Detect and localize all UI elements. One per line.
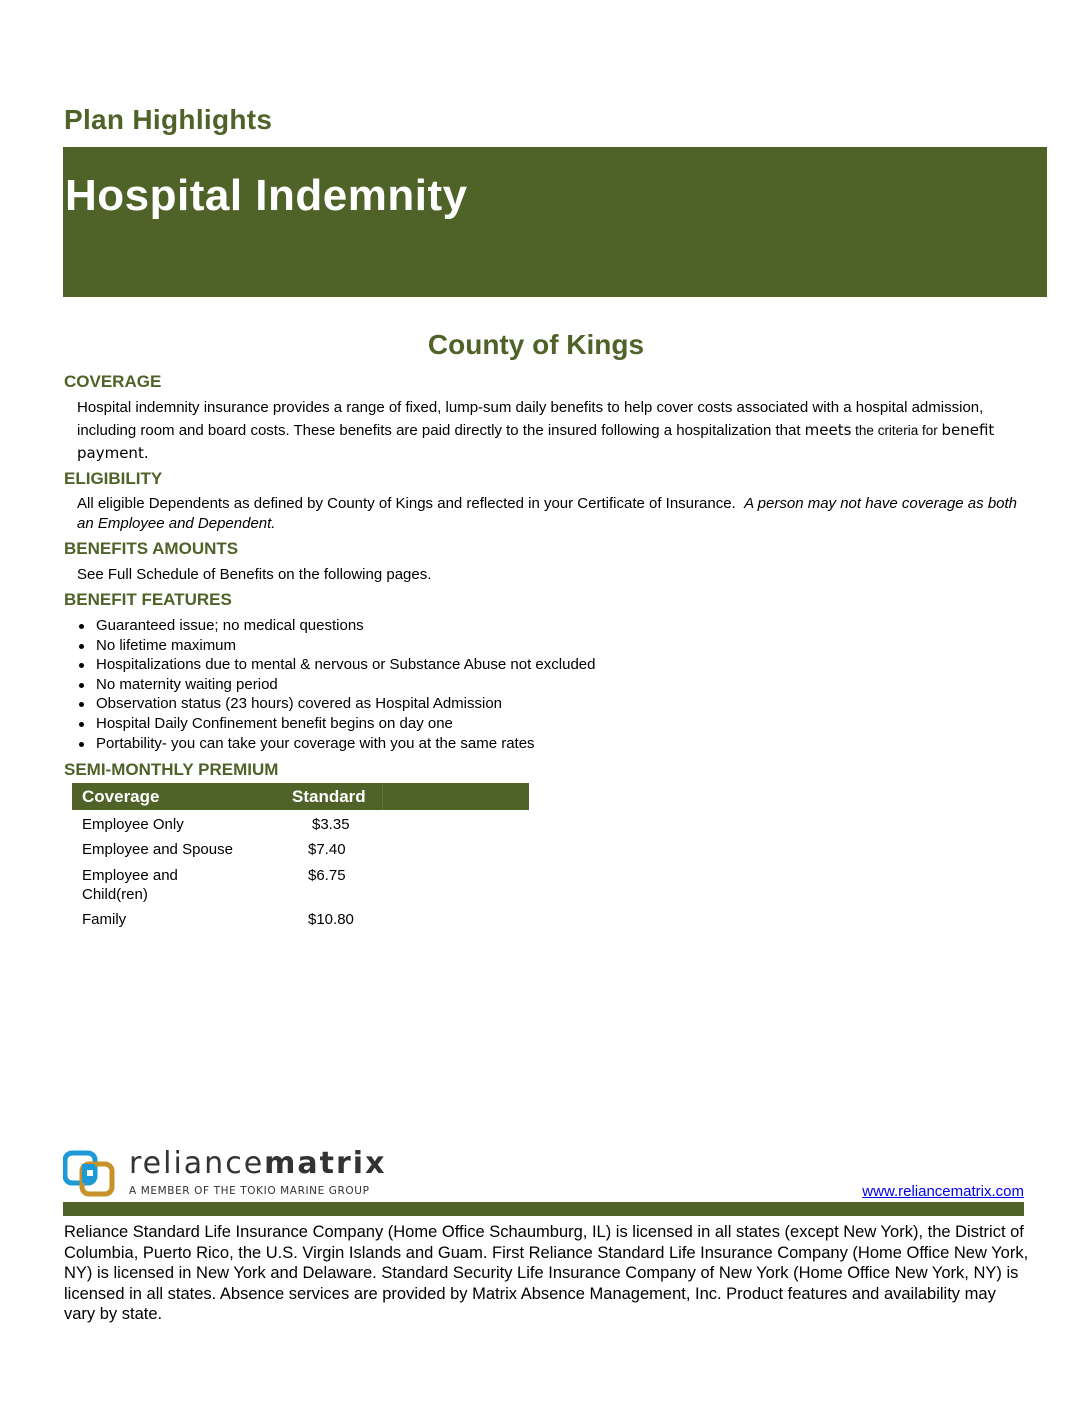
benefit-features-heading: BENEFIT FEATURES <box>64 590 232 609</box>
county-name: County of Kings <box>427 329 645 360</box>
website-link[interactable]: www.reliancematrix.com <box>862 1183 1024 1200</box>
eligibility-italic-text: A person may not have coverage as both an Employee and Dependent. <box>77 495 1018 532</box>
eligibility-heading: ELIGIBILITY <box>64 469 163 488</box>
premium-coverage-cell: Family <box>82 911 127 928</box>
logo-word-reliance: reliance <box>129 1146 265 1181</box>
benefits-amounts-heading: BENEFITS AMOUNTS <box>64 539 239 558</box>
premium-heading: SEMI-MONTHLY PREMIUM <box>64 760 279 779</box>
page-title: Hospital Indemnity <box>65 171 468 220</box>
eligibility-text <box>77 494 1032 533</box>
coverage-text-meets: meets <box>804 421 852 439</box>
premium-coverage-cell: Employee and Spouse <box>82 841 233 858</box>
column-header-coverage: Coverage <box>82 787 160 806</box>
coverage-text <box>77 397 1017 465</box>
premium-coverage-cell: Employee and Child(ren) <box>82 867 178 903</box>
legal-disclaimer: Reliance Standard Life Insurance Company (Home Office Schaumburg, IL) is licensed in all states (except New York), the District of Columbia, Puerto Rico, the U.S. Virgin Islands and Guam. First Reliance Standard Life Insurance Company (Home Office New York, NY) is licensed in New York and Delaware. Standard Security Life Insurance Company of New York (Home Office New York, NY) is licensed in all states. Absence services are provided by Matrix Absence Management, Inc. Product features and availability may vary by state. <box>64 1223 1029 1323</box>
list-item: Hospital Daily Confinement benefit begins on day one <box>77 714 595 734</box>
benefit-features-list <box>77 616 595 753</box>
logo-mark-icon <box>63 1150 119 1200</box>
header-divider <box>382 783 383 810</box>
logo-tagline: A MEMBER OF THE TOKIO MARINE GROUP <box>129 1185 370 1197</box>
premium-standard-cell: $3.35 <box>312 816 350 833</box>
benefits-amounts-text: See Full Schedule of Benefits on the following pages. <box>77 566 432 583</box>
title-banner <box>63 147 1047 297</box>
premium-table-header <box>72 783 529 810</box>
coverage-text-main: Hospital indemnity insurance provides a range of fixed, lump-sum daily benefits to help cover costs associated with a hospital admission, including room and board costs. These benefits are paid directly to the insured following a hospitalization that <box>77 399 984 439</box>
reliance-matrix-logo <box>63 1146 423 1200</box>
list-item: No lifetime maximum <box>77 636 595 656</box>
premium-standard-cell: $6.75 <box>308 867 346 884</box>
list-item: Observation status (23 hours) covered as Hospital Admission <box>77 694 595 714</box>
coverage-text-end: benefit payment. <box>77 421 995 462</box>
list-item: Portability- you can take your coverage with you at the same rates <box>77 734 595 754</box>
plan-highlights-title: Plan Highlights <box>64 104 273 135</box>
column-header-standard: Standard <box>292 787 366 806</box>
premium-standard-cell: $7.40 <box>308 841 346 858</box>
logo-word-matrix: matrix <box>264 1146 387 1181</box>
eligibility-text-main: All eligible Dependents as defined by County of Kings and reflected in your Certificate of Insurance. <box>77 495 736 512</box>
logo-wordmark <box>129 1146 386 1181</box>
premium-coverage-cell: Employee Only <box>82 816 184 833</box>
list-item: Hospitalizations due to mental & nervous or Substance Abuse not excluded <box>77 655 595 675</box>
coverage-text-mid: the criteria for <box>851 423 942 438</box>
list-item: No maternity waiting period <box>77 675 595 695</box>
footer-divider-bar <box>63 1202 1024 1216</box>
premium-standard-cell: $10.80 <box>308 911 354 928</box>
coverage-heading: COVERAGE <box>64 372 162 391</box>
list-item: Guaranteed issue; no medical questions <box>77 616 595 636</box>
